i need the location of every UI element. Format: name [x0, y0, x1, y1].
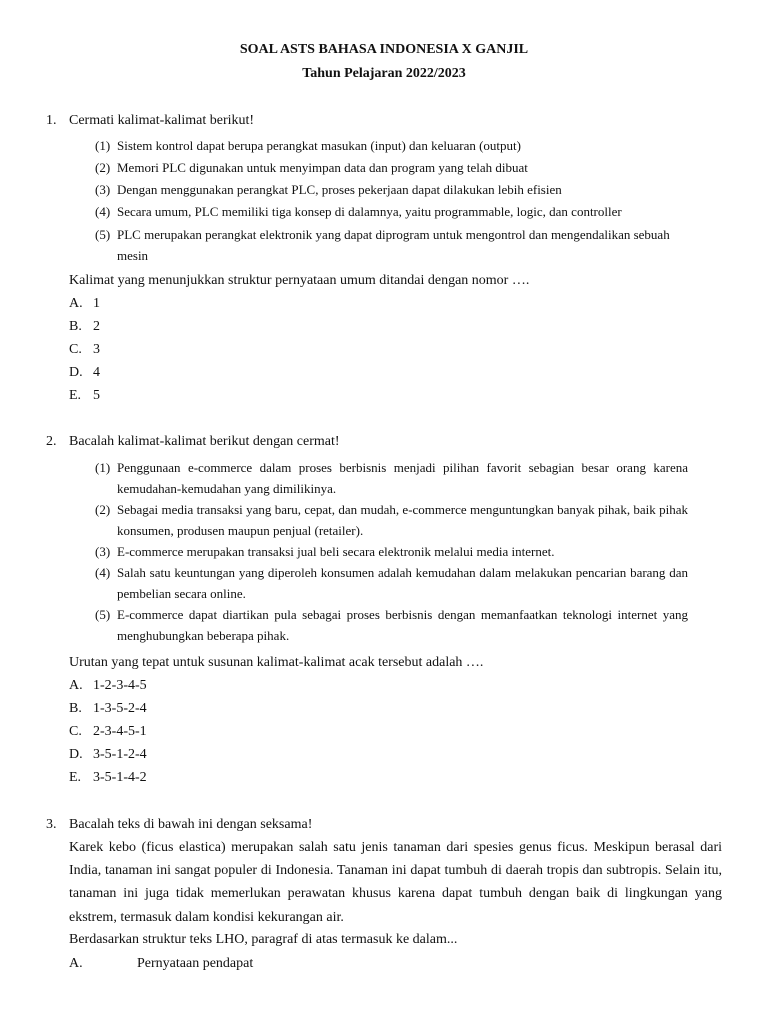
option-value: 3-5-1-2-4 [93, 747, 147, 762]
option-value: 5 [93, 388, 100, 403]
q2-statement [95, 563, 688, 604]
statement-text: Salah satu keuntungan yang diperoleh konsumen adalah kemudahan dalam melakukan pencarian barang dan pembelian secara online. [117, 565, 688, 601]
option-letter: E. [69, 388, 82, 403]
question-3-paragraph: Karek kebo (ficus elastica) merupakan salah satu jenis tanaman dari spesies genus ficus. Meskipun berasal dari India, tanaman ini sangat populer di Indonesia. Tanaman ini dapat tumbuh di daerah tropis dan subtropis. Selain itu, tanaman ini juga tidak memerlukan perawatan khusus karena dapat tumbuh dengan baik di lingkungan yang ekstrem, termasuk dalam kondisi kekurangan air. [69, 840, 722, 925]
question-3-number: 3. [46, 817, 57, 832]
statement-text: E-commerce merupakan transaksi jual beli secara elektronik melalui media internet. [117, 544, 555, 559]
option-letter: E. [69, 770, 82, 785]
statement-number: (4) [95, 565, 111, 580]
statement-text: Dengan menggunakan perangkat PLC, proses pekerjaan dapat dilakukan lebih efisien [117, 182, 562, 197]
option-letter: B. [69, 319, 82, 334]
statement-text: Secara umum, PLC memiliki tiga konsep di dalamnya, yaitu programmable, logic, dan controller [117, 204, 622, 219]
statement-number: (5) [95, 607, 111, 622]
question-2-prompt: Bacalah kalimat-kalimat berikut dengan cermat! [69, 434, 340, 449]
statement-number: (2) [95, 502, 111, 517]
statement-number: (4) [95, 204, 111, 219]
option-letter: B. [69, 701, 82, 716]
option-letter: D. [69, 365, 83, 380]
option-letter: A. [69, 678, 83, 693]
question-1-text: Kalimat yang menunjukkan struktur pernyataan umum ditandai dengan nomor …. [69, 273, 530, 288]
q2-statement [95, 605, 688, 646]
q2-statement [95, 542, 688, 563]
question-2-text: Urutan yang tepat untuk susunan kalimat-kalimat acak tersebut adalah …. [69, 655, 484, 670]
statement-number: (2) [95, 160, 111, 175]
statement-number: (3) [95, 544, 111, 559]
statement-number: (1) [95, 138, 111, 153]
document-title: SOAL ASTS BAHASA INDONESIA X GANJIL [239, 42, 529, 57]
statement-text: Sebagai media transaksi yang baru, cepat, dan mudah, e-commerce menguntungkan banyak pihak, baik pihak konsumen, produsen maupun penjual (retailer). [117, 502, 688, 538]
statement-text: PLC merupakan perangkat elektronik yang dapat diprogram untuk mengontrol dan mengendalikan sebuah [117, 227, 670, 242]
option-letter: C. [69, 724, 82, 739]
q2-statement [95, 500, 688, 541]
statement-text: E-commerce dapat diartikan pula sebagai proses berbisnis dengan memanfaatkan teknologi internet yang menghubungkan beberapa pihak. [117, 607, 688, 643]
option-value: 1-3-5-2-4 [93, 701, 147, 716]
statement-text: Memori PLC digunakan untuk menyimpan data dan program yang telah dibuat [117, 160, 528, 175]
question-2-number: 2. [46, 434, 57, 449]
question-3-prompt: Bacalah teks di bawah ini dengan seksama! [69, 817, 313, 832]
question-1-prompt: Cermati kalimat-kalimat berikut! [69, 113, 255, 128]
option-letter: A. [69, 956, 83, 971]
option-letter: D. [69, 747, 83, 762]
statement-text: Sistem kontrol dapat berupa perangkat masukan (input) dan keluaran (output) [117, 138, 521, 153]
statement-text: mesin [117, 248, 149, 263]
option-value: 1-2-3-4-5 [93, 678, 147, 693]
option-letter: A. [69, 296, 83, 311]
option-value: 3-5-1-4-2 [93, 770, 147, 785]
option-value: 2 [93, 319, 100, 334]
option-value: 1 [93, 296, 100, 311]
question-3-text: Berdasarkan struktur teks LHO, paragraf di atas termasuk ke dalam... [69, 932, 458, 947]
option-value: 2-3-4-5-1 [93, 724, 147, 739]
statement-number: (3) [95, 182, 111, 197]
document-subtitle: Tahun Pelajaran 2022/2023 [302, 66, 466, 81]
statement-number: (5) [95, 227, 111, 242]
option-value: Pernyataan pendapat [137, 956, 254, 971]
statement-number: (1) [95, 460, 111, 475]
question-1-number: 1. [46, 113, 57, 128]
q2-statement [95, 458, 688, 499]
option-letter: C. [69, 342, 82, 357]
statement-text: Penggunaan e-commerce dalam proses berbisnis menjadi pilihan favorit sebagian besar orang karena kemudahan-kemudahan yang dimilikinya. [117, 460, 688, 496]
option-value: 3 [93, 342, 100, 357]
option-value: 4 [93, 365, 100, 380]
